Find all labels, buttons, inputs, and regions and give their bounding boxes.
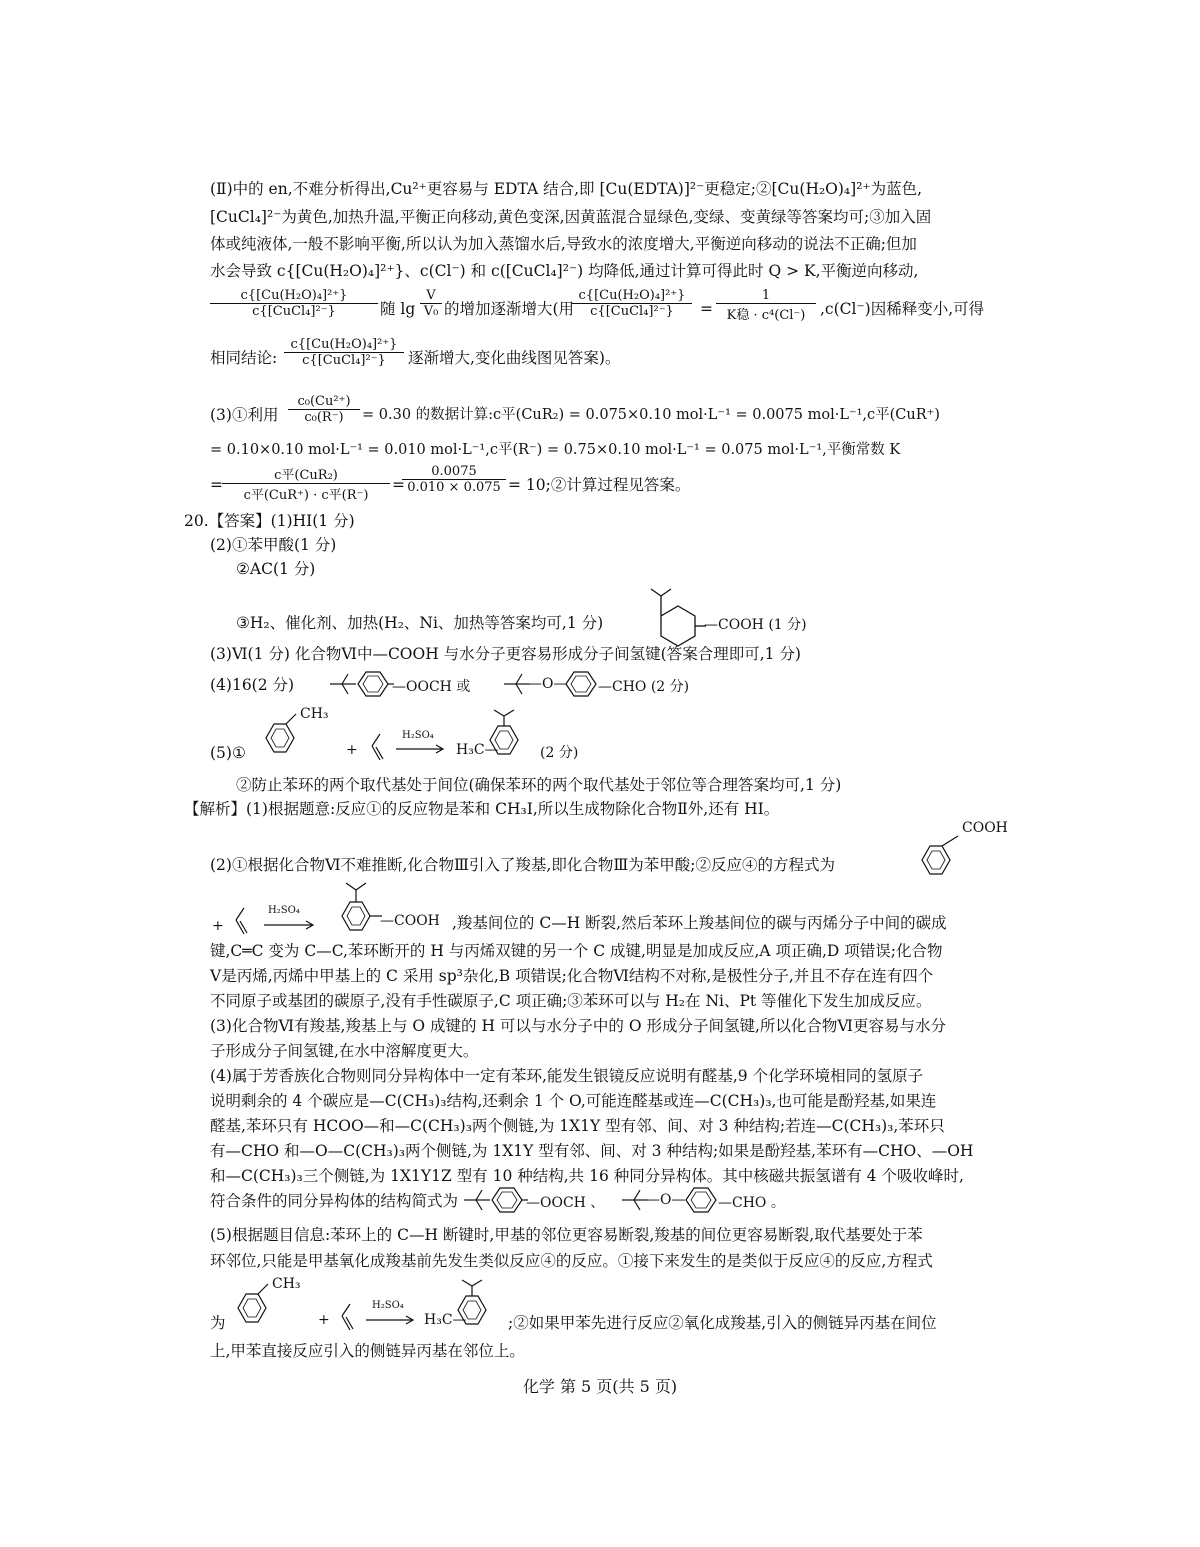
plus-sign: + [212,918,224,934]
fraction-denominator: c{[CuCl₄]²⁻} [590,304,674,319]
methyl-label: CH₃ [272,1276,301,1292]
text-line: 醛基,苯环只有 HCOO—和—C(CH₃)₃两个侧链,为 1X1Y 型有邻、间、对 3 种结构;若连—C(CH₃)₃,苯环只 [210,1117,945,1135]
text-line: 上,甲苯直接反应引入的侧链异丙基在邻位上。 [210,1342,525,1360]
structure-label: —O— [528,676,568,692]
text-segment: ,c(Cl⁻)因稀释变小,可得 [820,300,985,318]
text-line: Ⅴ是丙烯,丙烯中甲基上的 C 采用 sp³杂化,B 项错误;化合物Ⅵ结构不对称,是极性分子,并且不存在连有四个 [210,967,934,985]
catalyst-label: H₂SO₄ [372,1300,404,1311]
cymene-structure [454,1278,498,1334]
text-segment: 相同结论: [210,349,278,367]
text-segment: ,羧基间位的 C—H 断裂,然后苯环上羧基间位的碳与丙烯分子中间的碳成 [452,914,947,932]
fraction-denominator: K稳 · c⁴(Cl⁻) [726,308,806,323]
text-line: (4)属于芳香族化合物则同分异构体中一定有苯环,能发生银镜反应说明有醛基,9 个化学环境相同的氢原子 [210,1067,924,1085]
structure-label: —O— [646,1192,686,1208]
methyl-label: CH₃ [300,706,329,722]
text-line: (Ⅱ)中的 en,不难分析得出,Cu²⁺更容易与 EDTA 结合,即 [Cu(EDTA)]²⁻更稳定;②[Cu(H₂O)₄]²⁺为蓝色, [210,180,923,198]
text-segment: 符合条件的同分异构体的结构简式为 [210,1192,459,1210]
reaction-arrow [364,1315,416,1325]
methyl-label: H₃C— [456,742,499,758]
text-line: = 0.10×0.10 mol·L⁻¹ = 0.010 mol·L⁻¹,c平(R⁻) = 0.75×0.10 mol·L⁻¹ = 0.075 mol·L⁻¹,平衡常数 K [210,442,901,458]
text-segment: = [700,300,713,318]
text-line: ②AC(1 分) [236,560,316,578]
fraction-numerator: V [420,288,442,304]
structure-label: —CHO 。 [718,1195,785,1211]
fraction-numerator: c{[Cu(H₂O)₄]²⁺} [572,288,692,304]
structure-label: (2 分) [540,745,579,761]
text-line: ②防止苯环的两个取代基处于间位(确保苯环的两个取代基处于邻位等合理答案均可,1 分) [236,776,842,794]
fraction-denominator: V₀ [423,304,439,319]
text-line: 体或纯液体,一般不影响平衡,所以认为加入蒸馏水后,导致水的浓度增大,平衡逆向移动的说法不正确;但加 [210,235,917,253]
text-segment: = 0.30 的数据计算:c平(CuR₂) = 0.075×0.10 mol·L⁻¹ = 0.0075 mol·L⁻¹,c平(CuR⁺) [362,407,940,423]
text-segment: 逐渐增大,变化曲线图见答案)。 [408,349,621,367]
page-footer: 化学 第 5 页(共 5 页) [522,1377,678,1396]
text-line: 子形成分子间氢键,在水中溶解度更大。 [210,1042,479,1060]
text-line: 20.【答案】(1)HI(1 分) [184,512,355,530]
text-line: 和—C(CH₃)₃三个侧链,为 1X1Y1Z 型有 10 种结构,共 16 种同分异构体。其中核磁共振氢谱有 4 个吸收峰时, [210,1167,964,1185]
text-line: 环邻位,只能是甲基氧化成羧基前先发生类似反应④的反应。①接下来发生的是类似于反应④的反应,方程式 [210,1252,933,1270]
fraction-numerator: c{[Cu(H₂O)₄]²⁺} [210,288,378,304]
text-line: 水会导致 c{[Cu(H₂O)₄]²⁺}、c(Cl⁻) 和 c([CuCl₄]²⁻) 均降低,通过计算可得此时 Q > K,平衡逆向移动, [210,262,919,280]
fraction-numerator: c平(CuR₂) [222,464,390,484]
fraction-denominator: c₀(R⁻) [304,410,344,425]
text-segment: = 10;②计算过程见答案。 [508,476,691,494]
catalyst-label: H₂SO₄ [268,905,300,916]
text-line: 键,C═C 变为 C—C,苯环断开的 H 与丙烯双键的另一个 C 成键,明显是加成反应,A 项正确,D 项错误;化合物 [210,942,943,960]
fraction-denominator: c平(CuR⁺) · c平(R⁻) [243,488,369,503]
text-segment: 的增加逐渐增大(用 [444,300,575,318]
text-line: (3)Ⅵ(1 分) 化合物Ⅵ中—COOH 与水分子更容易形成分子间氢键(答案合理即可,1 分) [210,645,801,663]
text-segment: ;②如果甲苯先进行反应②氧化成羧基,引入的侧链异丙基在间位 [508,1314,937,1332]
fraction-denominator: c{[CuCl₄]²⁻} [302,353,386,368]
text-segment: (5)① [210,744,246,762]
text-line: (5)根据题目信息:苯环上的 C—H 断键时,甲基的邻位更容易断裂,羧基的间位更容易断裂,取代基要处于苯 [210,1226,923,1244]
text-line: ③H₂、催化剂、加热(H₂、Ni、加热等答案均可,1 分) [236,614,604,632]
fraction-denominator: 0.010 × 0.075 [407,480,501,495]
plus-sign: + [346,742,358,758]
structure-label: —COOH (1 分) [704,617,807,633]
methyl-label: H₃C— [424,1312,467,1328]
text-segment: (4)16(2 分) [210,676,295,694]
text-line: [CuCl₄]²⁻为黄色,加热升温,平衡正向移动,黄色变深,因黄蓝混合显绿色,变绿、变黄绿等答案均可;③加入固 [210,208,932,226]
structure-label: —CHO (2 分) [598,679,690,695]
text-line: 不同原子或基团的碳原子,没有手性碳原子,C 项正确;③苯环可以与 H₂在 Ni、Pt 等催化下发生加成反应。 [210,992,932,1010]
fraction-numerator: c{[Cu(H₂O)₄]²⁺} [284,337,404,353]
catalyst-label: H₂SO₄ [402,730,434,741]
text-segment: (3)①利用 [210,406,279,424]
text-line: 【解析】(1)根据题意:反应①的反应物是苯和 CH₃I,所以生成物除化合物Ⅱ外,还有 HI。 [184,800,780,818]
toluene-structure [234,1278,278,1332]
text-line: (2)①根据化合物Ⅵ不难推断,化合物Ⅲ引入了羧基,即化合物Ⅲ为苯甲酸;②反应④的方程式为 [210,856,836,874]
text-line: (3)化合物Ⅵ有羧基,羧基上与 O 成键的 H 可以与水分子中的 O 形成分子间氢键,所以化合物Ⅵ更容易与水分 [210,1017,946,1035]
fraction-numerator: 0.0075 [402,464,506,480]
propene-structure [338,1302,358,1332]
text-segment: 为 [210,1314,226,1332]
text-line: 有—CHO 和—O—C(CH₃)₃两个侧链,为 1X1Y 型有邻、间、对 3 种结构;如果是酚羟基,苯环有—CHO、—OH [210,1142,974,1160]
plus-sign: + [318,1312,330,1328]
text-segment: = [210,476,223,494]
fraction-numerator: c₀(Cu²⁺) [288,394,360,410]
carboxyl-label: COOH [962,820,1008,836]
text-segment: = [392,476,405,494]
text-segment: 随 lg [380,300,416,318]
structure-label: —OOCH 、 [526,1195,605,1211]
structure-label: —OOCH 或 [392,679,471,695]
fraction-denominator: c{[CuCl₄]²⁻} [252,304,336,319]
text-line: (2)①苯甲酸(1 分) [210,536,337,554]
structure-label: —COOH [380,913,440,929]
fraction-numerator: 1 [716,288,816,304]
text-line: 说明剩余的 4 个碳应是—C(CH₃)₃结构,还剩余 1 个 O,可能连醛基或连—C(CH₃)₃,也可能是酚羟基,如果连 [210,1092,937,1110]
